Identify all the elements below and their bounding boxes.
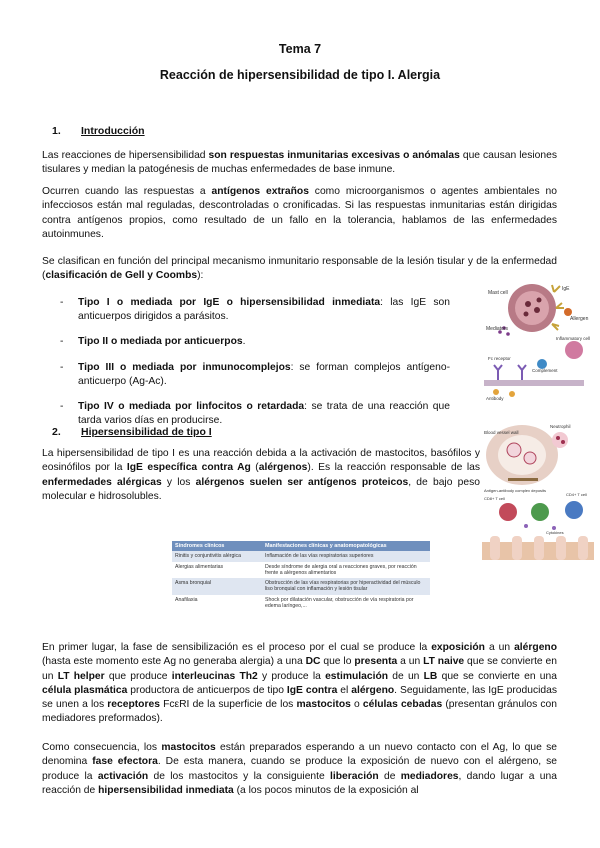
figure-label: CD4+ T cell xyxy=(566,492,587,497)
figure-label: Antibody xyxy=(486,396,504,401)
figure-label: Antigen-antibody complex deposits xyxy=(484,488,547,493)
clinical-syndromes-table xyxy=(172,541,430,611)
figure-label: IgE xyxy=(562,286,570,292)
figure-label: Allergen xyxy=(570,316,589,322)
document-page: Tema 7 Reacción de hipersensibilidad de tipo I. Alergia 1. Introducción Las reacciones de hipersensibilidad son respuestas inmunitarias excesivas o anómalas que causan lesiones tisulares y median la patogénesis de muchas enfermedades de base inmune. Ocurren cuando las respuestas a antígenos extraños como microorganismos o agentes ambientales no infecciosos están mal reguladas, descontroladas o cronificadas. Si las respuestas inmunitarias están dirigidas contra antígenos propios, como resultado de un fallo en la tolerancia, hablamos de las enfermedades autoinmunes. Se clasifican en función del principal mecanismo inmunitario responsable de la lesión tisular y de la enfermedad (clasificación de Gell y Coombs): - Tipo I o mediada por IgE o hipersensibilidad inmediata: las IgE son anticuerpos dirigidos a parásitos. - Tipo II o mediada por anticuerpos. - Tipo III o mediada por inmunocomplejos: se forman complejos antígeno-anticuerpo (Ag-Ac). - Tipo IV o mediada por linfocitos o retardada: se trata de una reacción que tarda varios días en producirse. 2. Hipersensibilidad de tipo I La hipersensibilidad de tipo I es una reacción debida a la activación de mastocitos, basófilos y eosinófilos por la IgE específica contra Ag (alérgenos). Es la reacción responsable de las enfermedades alérgicas y los alérgenos suelen ser antígenos proteicos, de bajo peso molecular e hidrosolubles. Síndromes clínicos Manifestaciones clínicas y anatomopatológicas Rinitis y conjuntivitis alérgica Inflamación de las vías respiratorias superiores Alergias alimentarias Desde síndrome de alergia oral a reacciones graves, por reacción frente a alérgenos alimentarios Asma bronquial Obstrucción de las vías respiratorias por hiperactividad del músculo liso bronquial con inflamación y lesión tisular Anafilaxia Shock por dilatación vascular, obstrucción de vía respiratoria por edema laríngeo,... En primer lugar, la fase de sensibilización es el proceso por el cual se produce la exposición a un alérgeno (hasta este momento este Ag no generaba alergia) a una DC que lo presenta a un LT naive que se convierte en un LT helper que produce interleucinas Th2 y produce la estimulación de un LB que se convierte en una célula plasmática productora de anticuerpos de tipo IgE contra el alérgeno. Seguidamente, las IgE producidas se unen a los receptores FcεRI de la superficie de los mastocitos o células cebadas (presentan gránulos con mediadores preformados). Como consecuencia, los mastocitos están preparados esperando a un nuevo contacto con el Ag, lo que se denomina fase efectora. De esta manera, cuando se produce la exposición de nuevo con el alérgeno, se produce la activación de los mastocitos y la consiguiente liberación de mediadores, dando lugar a una reacción de hipersensibilidad inmediata (a los pocos minutos de la exposición al Mast cell IgE Allergen Mediators Inflammatory cell Fc receptor Complement Antibody Blood vessel wall Neutrophil Antigen-antibody complex deposits CD8+ T cell CD4+ T cell Cytokines xyxy=(0,0,600,848)
table-header: Manifestaciones clínicas y anatomopatológicas xyxy=(262,541,430,551)
figure-label: CD8+ T cell xyxy=(484,496,505,501)
figure-label: Blood vessel wall xyxy=(484,430,519,435)
figure-label: Inflammatory cell xyxy=(556,336,591,341)
figure-label: Neutrophil xyxy=(550,424,571,429)
section-1-heading: 1. Introducción xyxy=(52,125,145,137)
figure-label: Cytokines xyxy=(546,530,564,535)
table-header: Síndromes clínicos xyxy=(172,541,262,551)
type1-paragraph-1: La hipersensibilidad de tipo I es una reacción debida a la activación de mastocitos, basófilos y eosinófilos por la IgE específica contra Ag (alérgenos). Es la reacción responsable de las enfermedades alérgicas y los alérgenos suelen ser antígenos proteicos, de bajo peso molecular e hidrosolubles. xyxy=(42,448,481,502)
t-cells-illustration xyxy=(482,501,594,560)
type1-paragraph-2: En primer lugar, la fase de sensibilización es el proceso por el cual se produce la exposición a un alérgeno (hasta este momento este Ag no generaba alergia) a una DC que lo presenta a un LT naive que se convierte en un LT helper que produce interleucinas Th2 y produce la estimulación de un LB que se convierte en una célula plasmática productora de anticuerpos de tipo IgE contra el alérgeno. Seguidamente, las IgE producidas se unen a los receptores FcεRI de la superficie de los mastocitos o células cebadas (presentan gránulos con mediadores preformados). xyxy=(42,642,557,725)
figure-label: Complement xyxy=(532,368,558,373)
table-row: Anafilaxia Shock por dilatación vascular, obstrucción de vía respiratoria por edema laríngeo,... xyxy=(172,595,430,612)
table-row: Rinitis y conjuntivitis alérgica Inflamación de las vías respiratorias superiores xyxy=(172,551,430,561)
tema-label: Tema 7 xyxy=(278,42,322,56)
figure-label: Mast cell xyxy=(488,290,508,296)
section-2-heading: 2. Hipersensibilidad de tipo I xyxy=(52,426,212,438)
figure-label: Fc receptor xyxy=(488,356,511,361)
hypersensitivity-types-figure xyxy=(482,280,594,576)
intro-paragraph-1: Las reacciones de hipersensibilidad son respuestas inmunitarias excesivas o anómalas que causan lesiones tisulares y median la patogénesis de muchas enfermedades de base inmune. xyxy=(42,150,557,176)
type1-paragraph-3: Como consecuencia, los mastocitos están preparados esperando a un nuevo contacto con el Ag, lo que se denomina fase efectora. De esta manera, cuando se produce la exposición de nuevo con el alérgeno, se produce la activación de los mastocitos y la consiguiente liberación de mediadores, dando lugar a una reacción de hipersensibilidad inmediata (a los pocos minutos de la exposición al xyxy=(42,742,558,796)
document-title: Reacción de hipersensibilidad de tipo I. Alergia xyxy=(159,68,441,82)
table-row: Asma bronquial Obstrucción de las vías respiratorias por hiperactividad del músculo liso bronquial con inflamación y lesión tisular xyxy=(172,578,430,595)
intro-paragraph-2: Ocurren cuando las respuestas a antígenos extraños como microorganismos o agentes ambientales no infecciosos están mal reguladas, descontroladas o cronificadas. Si las respuestas inmunitarias están dirigidas contra antígenos propios, como resultado de un fallo en la tolerancia, hablamos de las enfermedades autoinmunes. xyxy=(42,186,557,240)
intro-paragraph-3: Se clasifican en función del principal mecanismo inmunitario responsable de la lesión tisular y de la enfermedad (clasificación de Gell y Coombs): xyxy=(42,256,557,282)
figure-label: Mediators xyxy=(486,326,508,332)
table-row: Alergias alimentarias Desde síndrome de alergia oral a reacciones graves, por reacción frente a alérgenos alimentarios xyxy=(172,562,430,579)
mast-cell-illustration xyxy=(498,284,572,336)
